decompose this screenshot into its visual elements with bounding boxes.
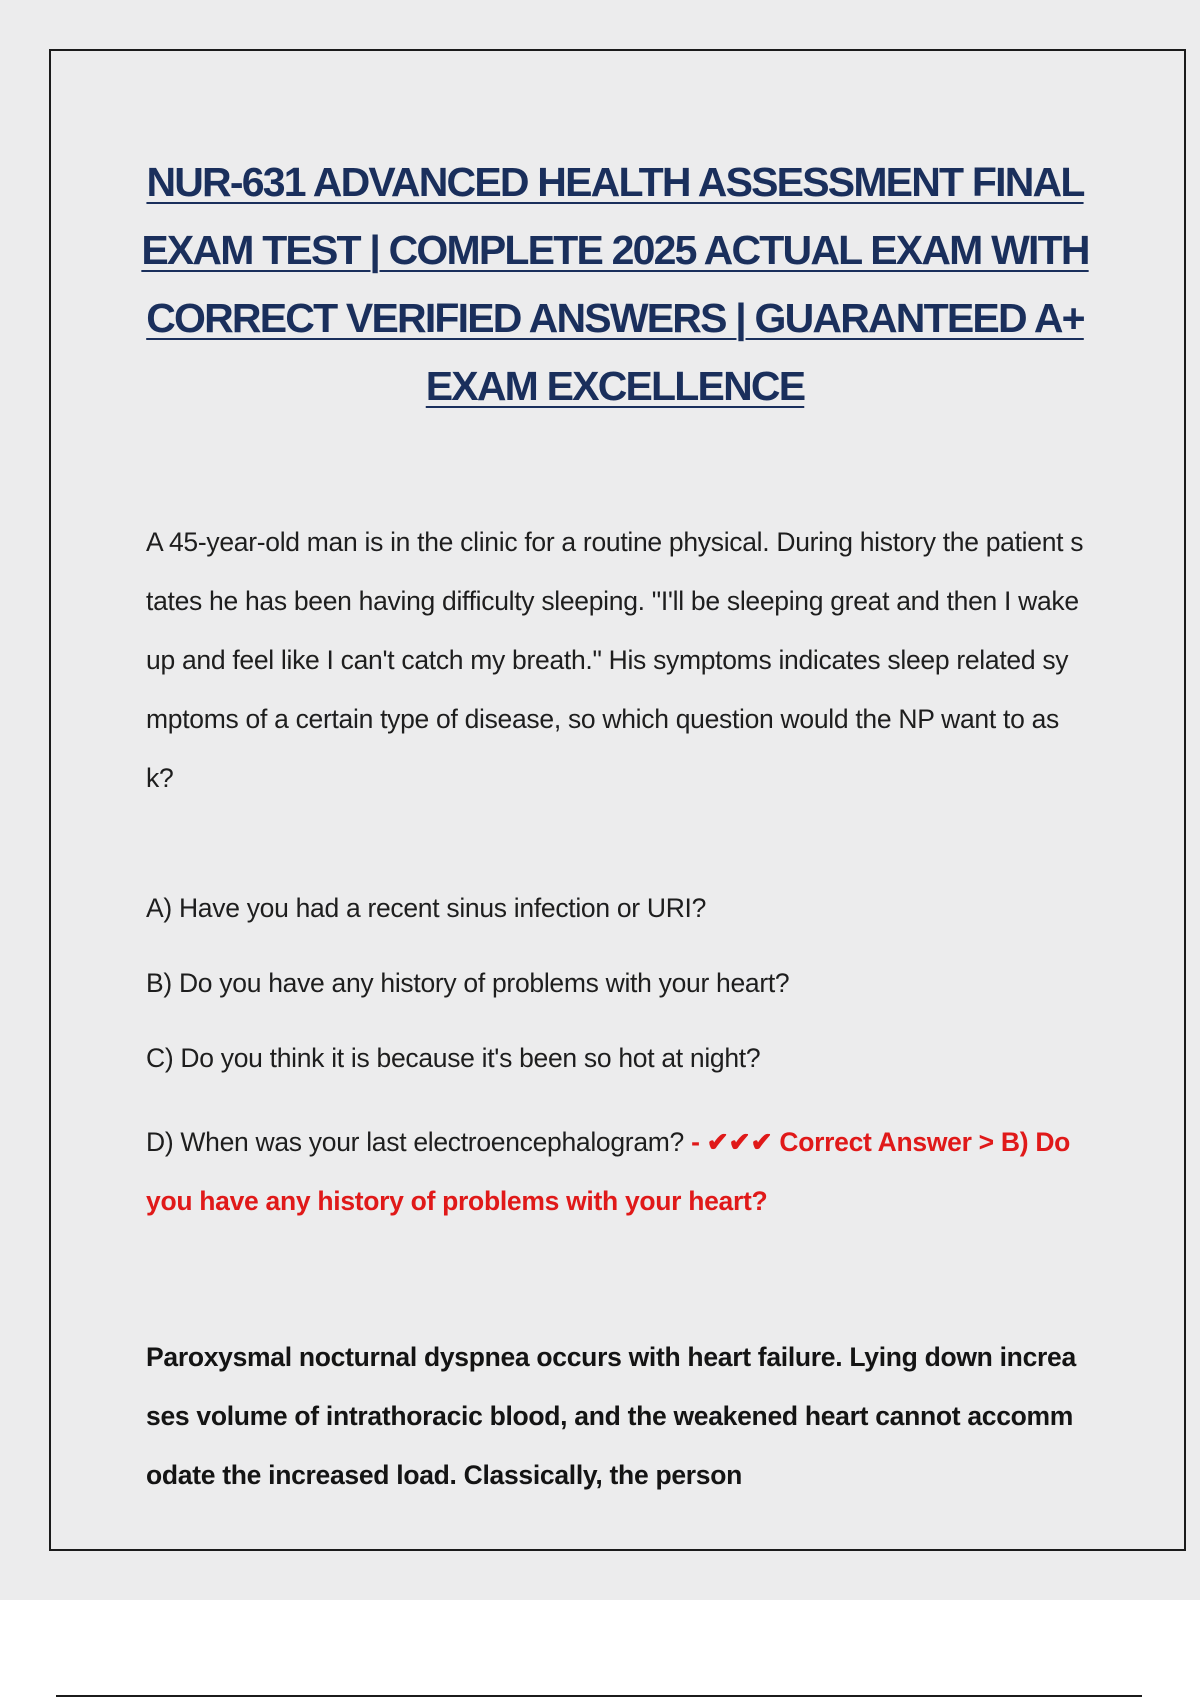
option-d-with-answer [146, 1113, 1086, 1231]
option-b: B) Do you have any history of problems with your heart? [146, 968, 790, 998]
answer-options [146, 888, 1086, 1231]
question-stem: A 45-year-old man is in the clinic for a routine physical. During history the patient states he has been having difficulty sleeping. "I'll be sleeping great and then I wake up and feel like I can't catch my breath." His symptoms indicates sleep related symptoms of a certain type of disease, so which question would the NP want to ask? [146, 527, 1084, 793]
correct-answer: > B) Do you have any history of problems with your heart? [146, 1127, 1071, 1216]
correct-answer-marker: - ✔✔✔ Correct Answer [691, 1127, 972, 1157]
option-a: A) Have you had a recent sinus infection or URI? [146, 893, 707, 923]
document-title: NUR-631 ADVANCED HEALTH ASSESSMENT FINAL EXAM TEST | COMPLETE 2025 ACTUAL EXAM WITH CORRECT VERIFIED ANSWERS | GUARANTEED A+ EXAM EXCELLENCE [141, 159, 1089, 409]
page-divider [56, 1695, 1142, 1697]
option-d: D) When was your last electroencephalogram? [146, 1127, 684, 1157]
rationale-text: Paroxysmal nocturnal dyspnea occurs with heart failure. Lying down increases volume of intrathoracic blood, and the weakened heart cannot accommodate the increased load. Classically, the person [146, 1342, 1076, 1490]
option-c: C) Do you think it is because it's been so hot at night? [146, 1043, 761, 1073]
